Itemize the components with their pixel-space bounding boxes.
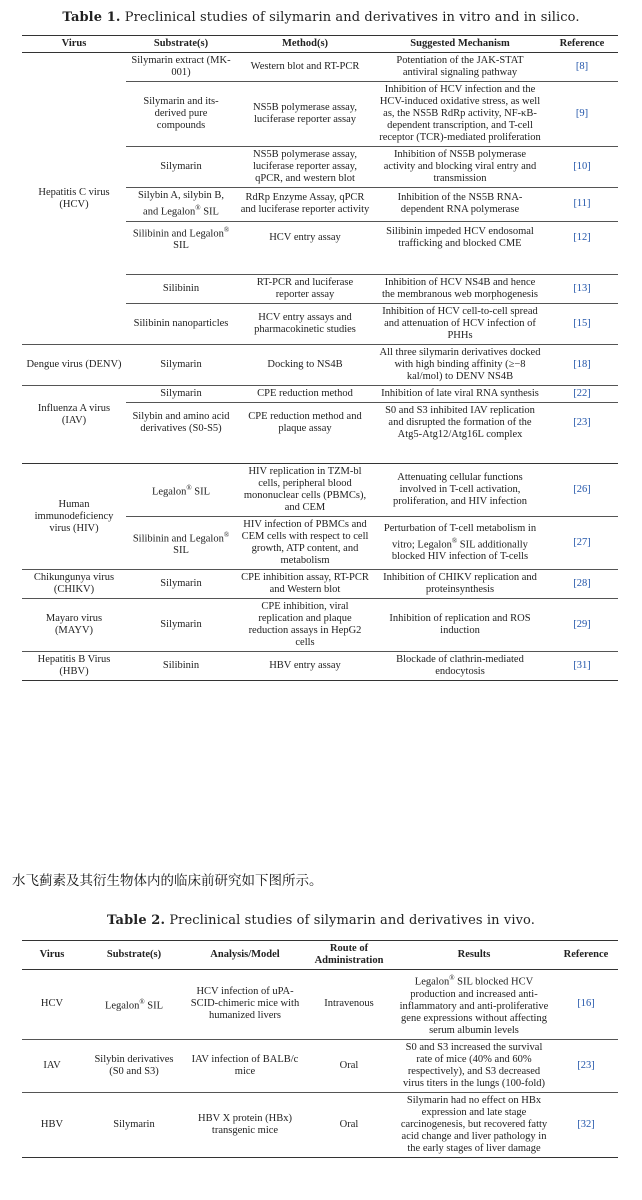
virus-cell: Mayaro virus (MAYV) [22, 599, 126, 652]
table-gap-row [22, 443, 618, 464]
table2-title: Preclinical studies of silymarin and derivatives in vivo. [169, 913, 535, 928]
table1 [22, 35, 618, 681]
table1-title: Preclinical studies of silymarin and derivatives in vitro and in silico. [124, 10, 580, 25]
table2-header-cell: Substrate(s) [82, 941, 186, 970]
table1-header-row [22, 36, 618, 53]
gap-cell [126, 254, 618, 275]
model-cell: HBV X protein (HBx) transgenic mice [186, 1092, 304, 1157]
reference-cell: [16] [577, 998, 595, 1010]
table2-header-cell: Results [394, 941, 554, 970]
virus-cell: Dengue virus (DENV) [22, 345, 126, 386]
substrate-cell: Legalon® SIL [126, 464, 236, 517]
results-cell: S0 and S3 increased the survival rate of mice (40% and 60% respectively), and S3 decreased virus titers in the lungs (100-fold) [394, 1039, 554, 1092]
method-cell: CPE reduction method and plaque assay [236, 403, 374, 444]
table2-header-cell: Reference [554, 941, 618, 970]
reference-cell: [15] [546, 304, 618, 345]
method-cell: HIV replication in TZM-bl cells, peripheral blood mononuclear cells (PBMCs), and CEM [236, 464, 374, 517]
mechanism-cell: S0 and S3 inhibited IAV replication and disrupted the formation of the Atg5-Atg12/Atg16L complex [374, 403, 546, 444]
method-cell: RT-PCR and luciferase reporter assay [236, 275, 374, 304]
table1-header-cell: Substrate(s) [126, 36, 236, 53]
gap-cell [22, 443, 618, 464]
mechanism-cell: Inhibition of HCV NS4B and hence the membranous web morphogenesis [374, 275, 546, 304]
mechanism-cell: Blockade of clathrin-mediated endocytosis [374, 652, 546, 681]
reference-cell: [9] [546, 82, 618, 147]
mechanism-cell: Silibinin impeded HCV endosomal trafficking and blocked CME [374, 221, 546, 254]
reference-cell: [27] [546, 517, 618, 570]
mechanism-cell: Inhibition of HCV infection and the HCV-induced oxidative stress, as well as, the NS5B RdRp activity, NF-κB-dependent transcription, and T-cell receptor (TCR)-mediated proliferation [374, 82, 546, 147]
mechanism-cell: Attenuating cellular functions involved in T-cell activation, proliferation, and HIV infection [374, 464, 546, 517]
substrate-cell: Silymarin [126, 147, 236, 188]
virus-cell: HCV [40, 998, 64, 1010]
method-cell: CPE inhibition, viral replication and plaque reduction assays in HepG2 cells [236, 599, 374, 652]
substrate-cell: Silymarin and its-derived pure compounds [126, 82, 236, 147]
substrate-cell: Silymarin [126, 345, 236, 386]
route-cell: Intravenous [324, 998, 374, 1010]
mechanism-cell: Potentiation of the JAK-STAT antiviral signaling pathway [396, 55, 524, 78]
model-cell: IAV infection of BALB/c mice [186, 1039, 304, 1092]
method-cell: HIV infection of PBMCs and CEM cells with respect to cell growth, ATP content, and metabolism [236, 517, 374, 570]
reference-cell: [32] [554, 1092, 618, 1157]
mechanism-cell: Inhibition of late viral RNA synthesis [374, 386, 546, 403]
method-cell: HCV entry assays and pharmacokinetic studies [236, 304, 374, 345]
table-row [22, 386, 618, 403]
substrate-cell: Silibinin [126, 275, 236, 304]
table-row [22, 345, 618, 386]
method-cell: RdRp Enzyme Assay, qPCR and luciferase reporter activity [236, 188, 374, 222]
substrate-cell: Silymarin [126, 386, 236, 403]
mechanism-cell: Inhibition of the NS5B RNA-dependent RNA polymerase [374, 188, 546, 222]
substrate-cell: Silymarin [82, 1092, 186, 1157]
table1-header-cell: Suggested Mechanism [374, 36, 546, 53]
substrate-cell: Legalon® SIL [104, 998, 164, 1012]
reference-cell: [23] [554, 1039, 618, 1092]
mechanism-cell: Inhibition of replication and ROS induction [374, 599, 546, 652]
table2-header-cell: Virus [22, 941, 82, 970]
method-cell: HCV entry assay [236, 221, 374, 254]
substrate-cell: Silibinin and Legalon® SIL [126, 517, 236, 570]
reference-cell: [28] [546, 570, 618, 599]
virus-cell: IAV [22, 1039, 82, 1092]
reference-cell: [10] [546, 147, 618, 188]
table2-header-cell: Analysis/Model [186, 941, 304, 970]
reference-cell: [13] [546, 275, 618, 304]
substrate-cell: Silybin derivatives (S0 and S3) [82, 1039, 186, 1092]
table2-label: Table 2. [107, 913, 166, 928]
reference-cell: [26] [546, 464, 618, 517]
table-row [22, 970, 618, 1040]
substrate-cell: Silibinin and Legalon® SIL [126, 221, 236, 254]
table-row [22, 1039, 618, 1092]
reference-cell: [11] [546, 188, 618, 222]
substrate-cell: Silibinin nanoparticles [126, 304, 236, 345]
table2-header-cell: Route of Administration [304, 941, 394, 970]
table-row [22, 599, 618, 652]
table-row [22, 464, 618, 517]
table1-label: Table 1. [62, 10, 121, 25]
virus-cell: Hepatitis B Virus (HBV) [22, 652, 126, 681]
method-cell: NS5B polymerase assay, luciferase reporter assay, qPCR, and western blot [236, 147, 374, 188]
substrate-cell: Silybin and amino acid derivatives (S0-S5) [126, 403, 236, 444]
reference-cell: [29] [546, 599, 618, 652]
method-cell: CPE reduction method [236, 386, 374, 403]
results-cell: Legalon® SIL blocked HCV production and increased anti-inflammatory and anti-proliferative gene expressions without affecting serum albumin levels [399, 974, 549, 1036]
reference-cell: [31] [546, 652, 618, 681]
mechanism-cell: Inhibition of CHIKV replication and proteinsynthesis [374, 570, 546, 599]
mechanism-cell: Inhibition of NS5B polymerase activity and blocking viral entry and transmission [374, 147, 546, 188]
route-cell: Oral [304, 1039, 394, 1092]
table1-header-cell: Virus [22, 36, 126, 53]
substrate-cell: Silymarin [126, 599, 236, 652]
table1-caption [0, 10, 642, 25]
substrate-cell: Silymarin [126, 570, 236, 599]
reference-cell: [8] [575, 61, 589, 72]
chinese-paragraph: 水飞蓟素及其衍生物体内的临床前研究如下图所示。 [12, 873, 323, 889]
mechanism-cell: Perturbation of T-cell metabolism in vitro; Legalon® SIL additionally blocked HIV infection of T-cells [374, 517, 546, 570]
route-cell: Oral [304, 1092, 394, 1157]
mechanism-cell: All three silymarin derivatives docked with high binding affinity (≥−8 kal/mol) to DENV NS4B [374, 345, 546, 386]
table1-header-cell: Reference [546, 36, 618, 53]
table-row [22, 1092, 618, 1157]
reference-cell: [23] [546, 403, 618, 444]
table-row [22, 652, 618, 681]
table-row [22, 570, 618, 599]
model-cell: HCV infection of uPA-SCID-chimeric mice with humanized livers [190, 986, 300, 1022]
virus-cell: Hepatitis C virus (HCV) [38, 186, 110, 210]
virus-cell: Chikungunya virus (CHIKV) [22, 570, 126, 599]
table2 [22, 940, 618, 1158]
mechanism-cell: Inhibition of HCV cell-to-cell spread and attenuation of HCV infection of PHHs [374, 304, 546, 345]
substrate-cell: Silybin A, silybin B, and Legalon® SIL [126, 188, 236, 222]
reference-cell: [22] [546, 386, 618, 403]
table2-header-row [22, 941, 618, 970]
method-cell: CPE inhibition assay, RT-PCR and Western blot [236, 570, 374, 599]
virus-cell: Influenza A virus (IAV) [22, 386, 126, 444]
method-cell: Docking to NS4B [236, 345, 374, 386]
reference-cell: [12] [546, 221, 618, 254]
method-cell: Western blot and RT-PCR [250, 61, 360, 72]
substrate-cell: Silymarin extract (MK-001) [131, 55, 231, 78]
results-cell: Silymarin had no effect on HBx expression and late stage carcinogenesis, but recovered fatty acid change and liver pathology in the early stages of liver damage [394, 1092, 554, 1157]
virus-cell: Human immunodeficiency virus (HIV) [22, 464, 126, 570]
table1-header-cell: Method(s) [236, 36, 374, 53]
table-row [22, 53, 618, 82]
method-cell: NS5B polymerase assay, luciferase reporter assay [236, 82, 374, 147]
substrate-cell: Silibinin [126, 652, 236, 681]
table2-caption [0, 913, 642, 928]
method-cell: HBV entry assay [236, 652, 374, 681]
virus-cell: HBV [22, 1092, 82, 1157]
reference-cell: [18] [546, 345, 618, 386]
